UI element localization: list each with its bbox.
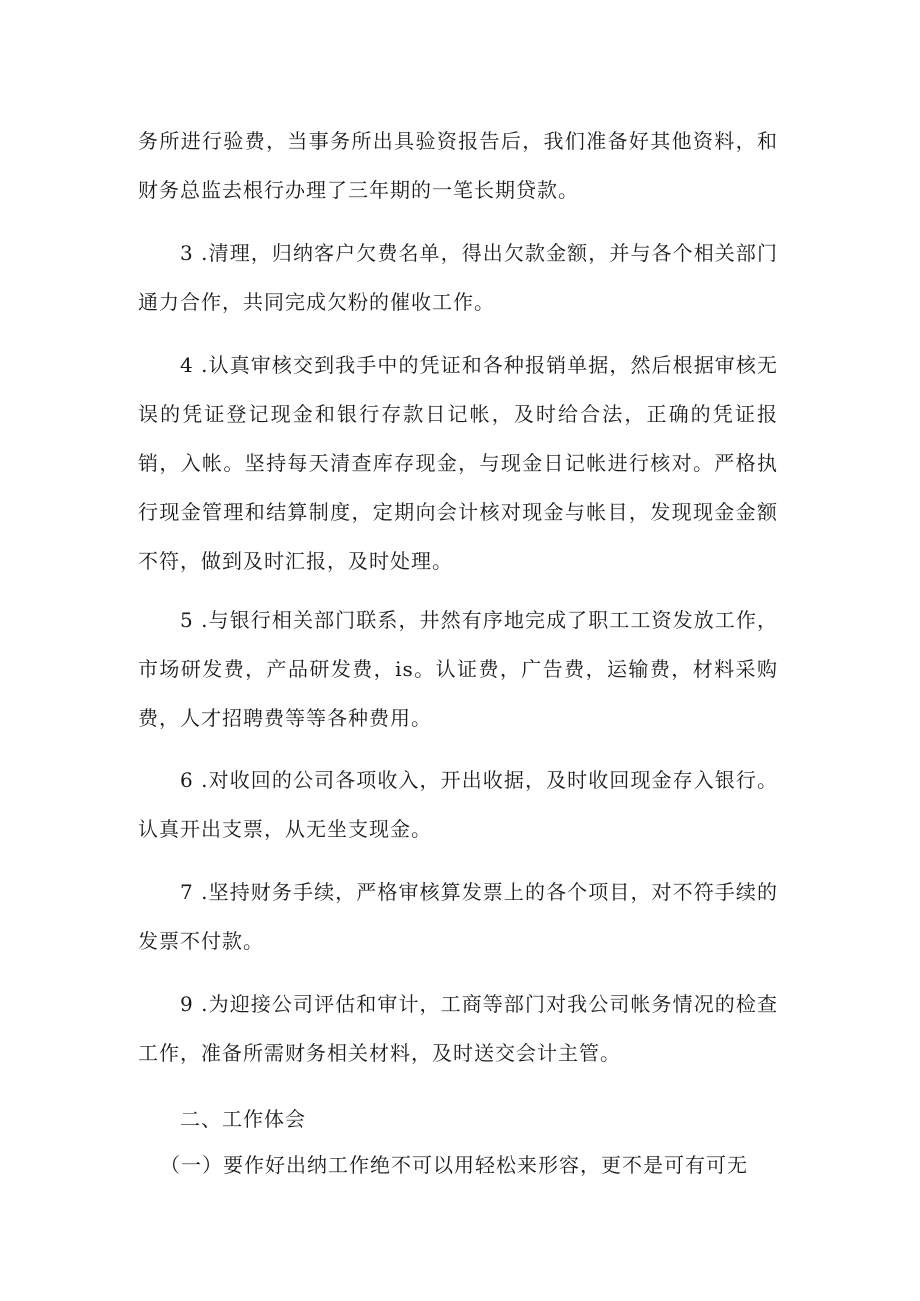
subsection-text: （一）要作好出纳工作绝不可以用轻松来形容，更不是可有可无 [160, 1153, 748, 1177]
paragraph-item-9: 9 .为迎接公司评估和审计，工商等部门对我公司帐务情况的检查工作，准备所需财务相关材料，及时送交会计主管。 [138, 992, 778, 1065]
paragraph-item-4: 4 .认真审核交到我手中的凭证和各种报销单据，然后根据审核无误的凭证登记现金和银行存款日记帐，及时给合法，正确的凭证报销，入帐。坚持每天清查库存现金，与现金日记帐进行核对。严格执行现金管理和结算制度，定期向会计核对现金与帐目，发现现金金额不符，做到及时汇报，及时处理。 [138, 353, 778, 573]
section-heading: 二、工作体会 [180, 1107, 306, 1131]
paragraph-item-6: 6 .对收回的公司各项收入，开出收据，及时收回现金存入银行。认真开出支票，从无坐支现金。 [138, 768, 778, 841]
paragraph-item-5: 5 .与银行相关部门联系，井然有序地完成了职工工资发放工作，市场研发费，产品研发费，is。认证费，广告费，运输费，材料采购费，人才招聘费等等各种费用。 [138, 608, 778, 730]
paragraph-item-3: 3 .清理，归纳客户欠费名单，得出欠款金额，并与各个相关部门通力合作，共同完成欠粉的催收工作。 [138, 241, 778, 314]
paragraph-item-7: 7 .坚持财务手续，严格审核算发票上的各个项目，对不符手续的发票不付款。 [138, 880, 778, 953]
paragraph-continuation: 务所进行验费，当事务所出具验资报告后，我们准备好其他资料，和财务总监去根行办理了三年期的一笔长期贷款。 [138, 129, 778, 202]
